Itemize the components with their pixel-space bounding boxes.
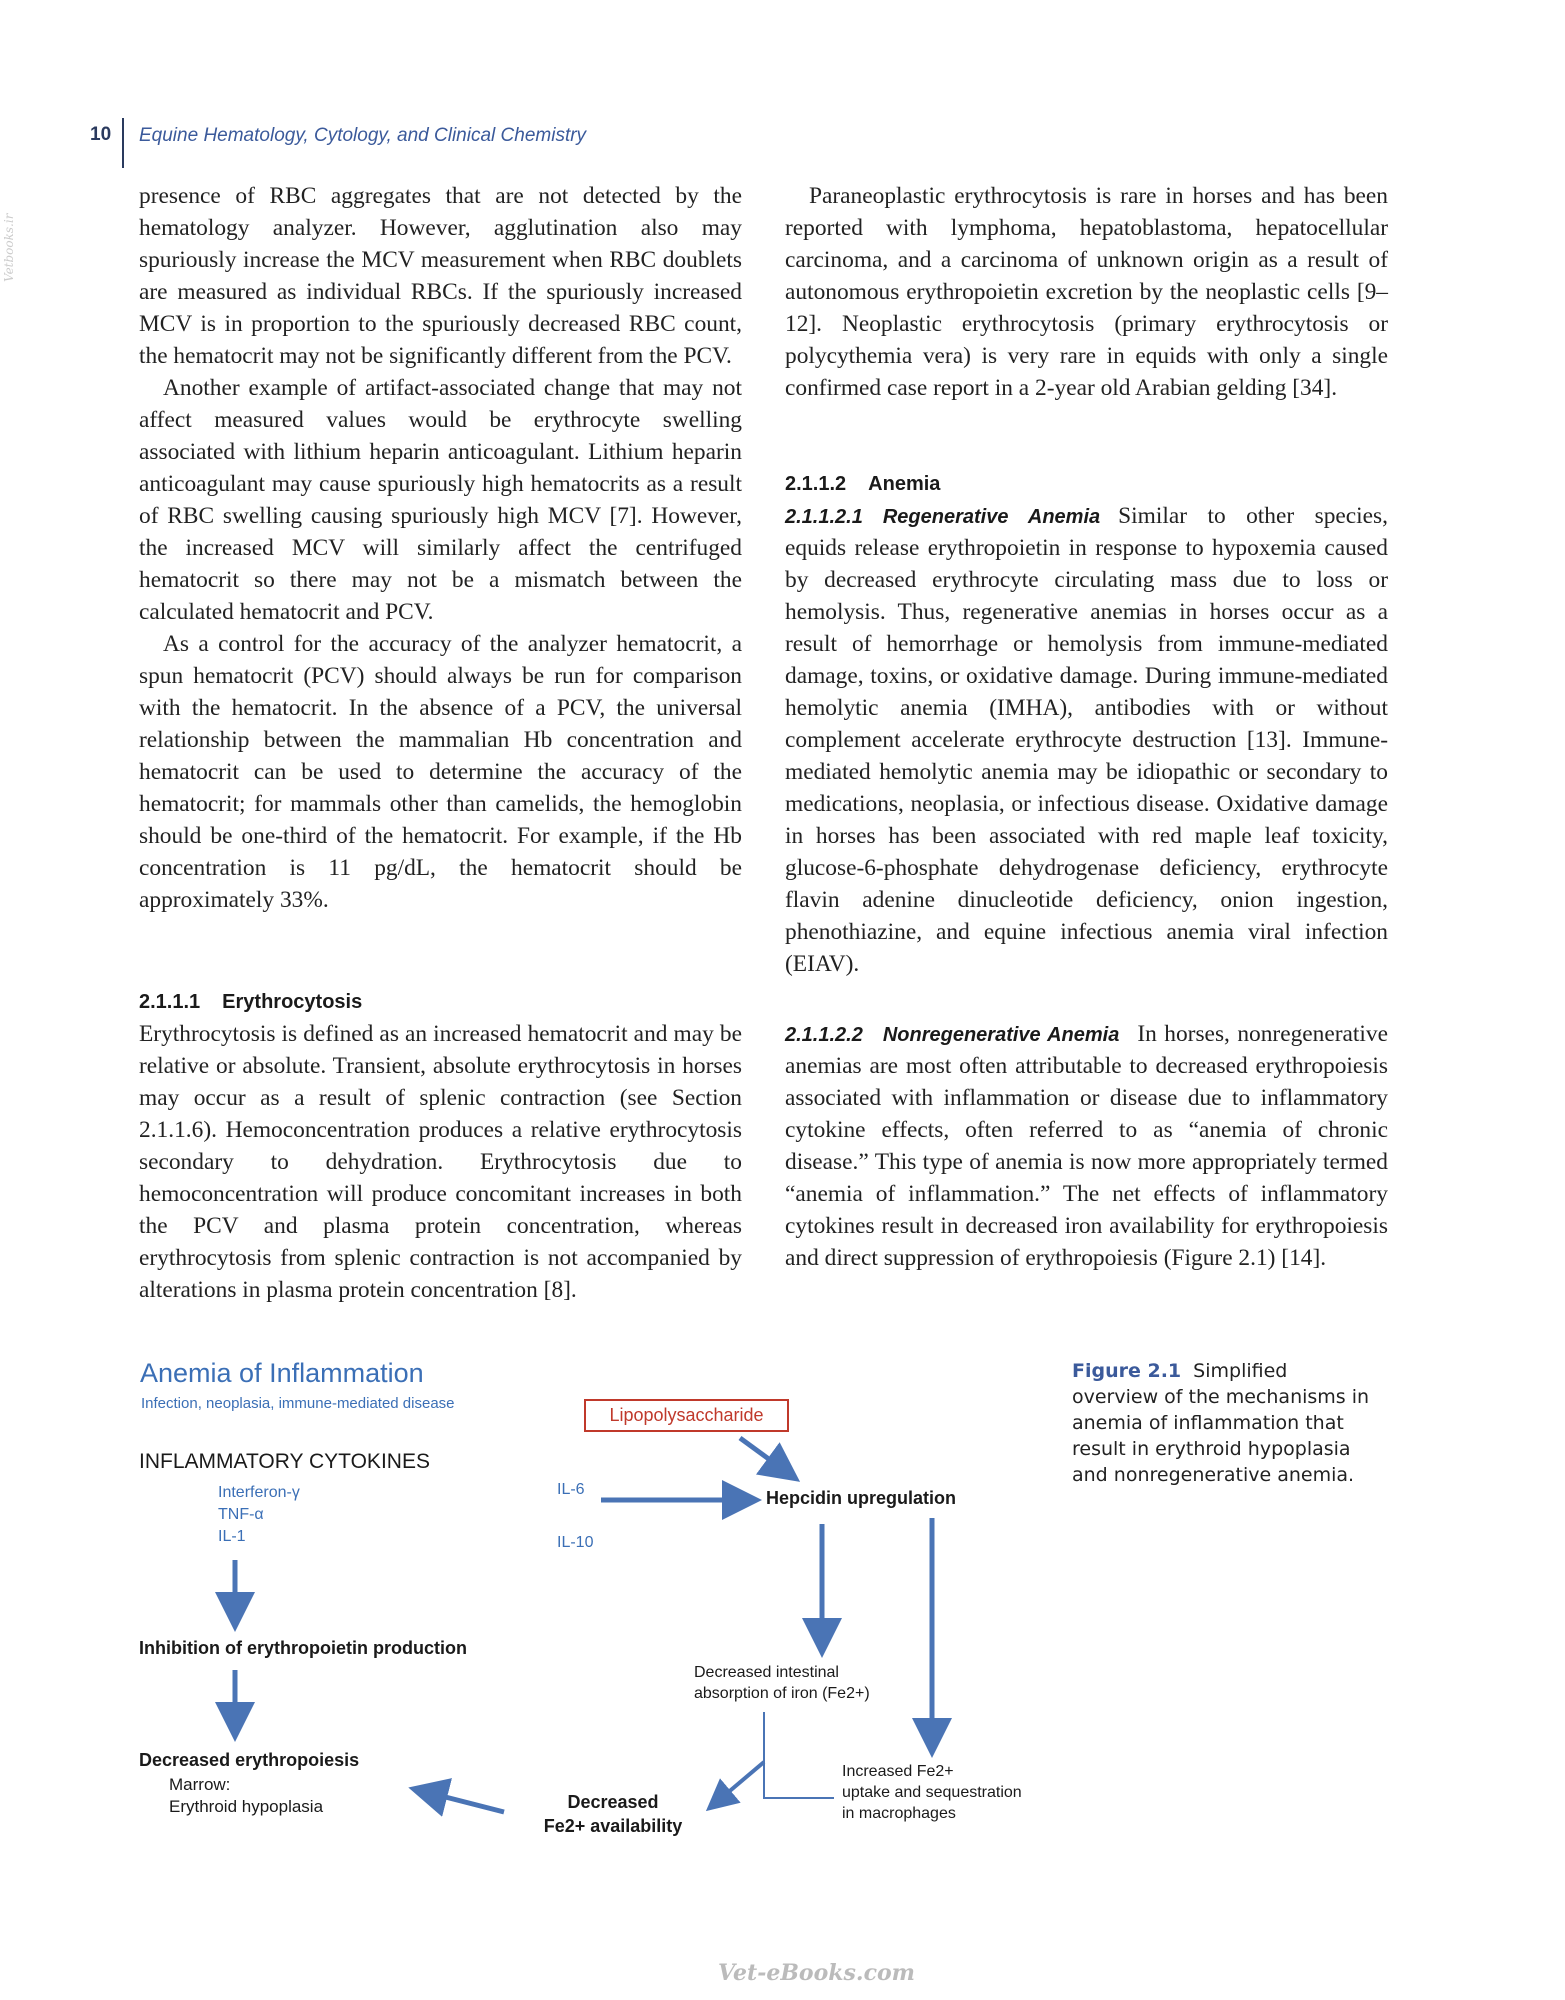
arrow-lps-to-hepcidin xyxy=(740,1438,792,1476)
decreased-absorption-line-1: Decreased intestinal xyxy=(694,1664,839,1681)
side-watermark: Vetbooks.ir xyxy=(2,213,16,282)
left-paragraph-4: Erythrocytosis is defined as an increased hematocrit and may be relative or absolute. Transient, absolute erythrocytosis in horses may occur as a result of splenic contraction (see Section 2.1.1.6). Hemoconcentration produces a relative erythrocytosis secondary to dehydration. Erythrocytosis due to hemoconcentration will produce concomitant increases in both the PCV and plasma protein concentration, whereas erythrocytosis from splenic contraction is not accompanied by alterations in plasma protein concentration [8]. xyxy=(139,1021,742,1303)
running-title: Equine Hematology, Cytology, and Clinical Chemistry xyxy=(139,125,587,146)
bottom-watermark: Vet-eBooks.com xyxy=(718,1960,915,1986)
caption-text: Simplified overview of the mechanisms in anemia of inflammation that result in erythroid hypoplasia and nonregenerative anemia. xyxy=(1072,1360,1370,1486)
left-paragraph-2: Another example of artifact-associated change that may not affect measured values would be erythrocyte swelling associated with lithium heparin anticoagulant. Lithium heparin anticoagulant may cause spuriously high hematocrits as a result of RBC swelling causing spuriously high MCV [7]. However, the increased MCV will similarly affect the centrifuged hematocrit so there may not be a mismatch between the calculated hematocrit and PCV. xyxy=(139,375,742,625)
caption-label: Figure 2.1 xyxy=(1072,1360,1182,1382)
right-paragraph-2-text: Similar to other species, equids release erythropoietin in response to hypoxemia caused by decreased erythrocyte circulating mass due to loss or hemolysis. Thus, regenerative anemias in horses occur as a result of hemorrhage or hemolysis from immune-mediated damage, toxins, or oxidative damage. During immune-mediated hemolytic anemia (IMHA), antibodies with or without complement accelerate erythrocyte destruction [13]. Immune-mediated hemolytic anemia may be idiopathic or secondary to medications, neoplasia, or infectious disease. Oxidative damage in horses has been associated with red maple leaf toxicity, glucose-6-phosphate dehydrogenase deficiency, erythrocyte flavin adenine dinucleotide deficiency, onion ingestion, phenothiazine, and equine infectious anemia viral infection (EIAV). xyxy=(785,503,1388,977)
right-paragraph-1: Paraneoplastic erythrocytosis is rare in horses and has been reported with lymphoma, hepatoblastoma, hepatocellular carcinoma, and a carcinoma of unknown origin as a result of autonomous erythropoietin excretion by the neoplastic cells [9–12]. Neoplastic erythrocytosis (primary erythrocytosis or polycythemia vera) is very rare in equids with only a single confirmed case report in a 2-year old Arabian gelding [34]. xyxy=(785,183,1388,401)
cytokine-il1: IL-1 xyxy=(218,1528,246,1545)
subsection-title: Nonregenerative Anemia xyxy=(882,1024,1120,1046)
subsection-number: 2.1.1.2.1 xyxy=(785,506,863,528)
page-number: 10 xyxy=(90,124,112,145)
increased-uptake-line-3: in macrophages xyxy=(842,1805,956,1822)
marrow-line-2: Erythroid hypoplasia xyxy=(169,1797,324,1816)
lipopolysaccharide-box: Lipopolysaccharide xyxy=(584,1399,789,1432)
subsection-title: Regenerative Anemia xyxy=(882,506,1101,528)
decreased-erythropoiesis: Decreased erythropoiesis xyxy=(139,1750,360,1770)
hepcidin-upregulation: Hepcidin upregulation xyxy=(766,1488,957,1508)
increased-uptake-line-2: uptake and sequestration xyxy=(842,1784,1022,1801)
figure-subtitle: Infection, neoplasia, immune-mediated disease xyxy=(141,1395,455,1412)
decreased-absorption-line-2: absorption of iron (Fe2+) xyxy=(694,1685,870,1702)
decreased-fe-line-1: Decreased xyxy=(567,1792,659,1812)
cytokine-interferon: Interferon-γ xyxy=(218,1484,300,1501)
cytokine-tnf: TNF-α xyxy=(218,1506,264,1523)
cytokines-heading: INFLAMMATORY CYTOKINES xyxy=(139,1450,430,1473)
arrow-connector-to-fe xyxy=(712,1762,764,1806)
inhibition-erythropoietin: Inhibition of erythropoietin production xyxy=(139,1638,467,1658)
subsection-number: 2.1.1.2.2 xyxy=(785,1024,863,1046)
section-title: Erythrocytosis xyxy=(222,991,363,1013)
increased-uptake-line-1: Increased Fe2+ xyxy=(842,1763,954,1780)
arrow-fe-to-erythropoiesis xyxy=(418,1790,504,1812)
decreased-fe-line-2: Fe2+ availability xyxy=(543,1816,683,1836)
connector-absorption-uptake xyxy=(764,1712,834,1798)
figure-title: Anemia of Inflammation xyxy=(140,1358,424,1388)
section-number: 2.1.1.1 xyxy=(139,991,201,1013)
section-number: 2.1.1.2 xyxy=(785,473,847,495)
figure-caption xyxy=(1072,1358,1372,1488)
section-title: Anemia xyxy=(868,473,941,495)
right-paragraph-3-text: In horses, nonregenerative anemias are most often attributable to decreased erythropoiesis associated with inflammation or disease due to inflammatory cytokine effects, often referred to as “anemia of chronic disease.” This type of anemia is now more appropriately termed “anemia of inflammation.” The net effects of inflammatory cytokines result in decreased iron availability for erythropoiesis and direct suppression of erythropoiesis (Figure 2.1) [14]. xyxy=(785,1021,1388,1271)
left-paragraph-1: presence of RBC aggregates that are not detected by the hematology analyzer. However, agglutination also may spuriously increase the MCV measurement when RBC doublets are measured as individual RBCs. If the spuriously increased MCV is in proportion to the spuriously decreased RBC count, the hematocrit may not be significantly different from the PCV. xyxy=(139,183,742,369)
il10-label: IL-10 xyxy=(557,1534,594,1551)
il6-label: IL-6 xyxy=(557,1481,585,1498)
marrow-line-1: Marrow: xyxy=(169,1775,231,1794)
left-paragraph-3: As a control for the accuracy of the analyzer hematocrit, a spun hematocrit (PCV) should always be run for comparison with the hematocrit. In the absence of a PCV, the universal relationship between the mammalian Hb concentration and hematocrit can be used to determine the accuracy of the hematocrit; for mammals other than camelids, the hemoglobin should be one-third of the hematocrit. For example, if the Hb concentration is 11 pg/dL, the hematocrit should be approximately 33%. xyxy=(139,631,742,913)
